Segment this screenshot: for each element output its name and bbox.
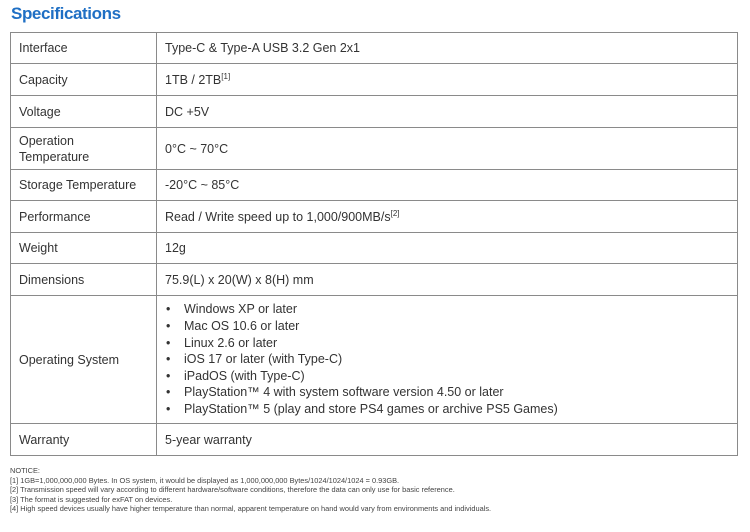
table-row: [11, 33, 738, 64]
spec-label: Operating System: [11, 296, 157, 424]
table-row: [11, 96, 738, 128]
notice-heading: NOTICE:: [10, 466, 40, 475]
footnote-ref: [1]: [221, 71, 231, 81]
spec-value: DC +5V: [157, 96, 738, 128]
list-item: • iPadOS (with Type-C): [165, 368, 729, 385]
label-line: Operation: [19, 133, 74, 148]
specifications-table: [10, 32, 738, 456]
spec-label: Dimensions: [11, 264, 157, 296]
table-row: [11, 128, 738, 170]
label-line: Temperature: [19, 149, 90, 164]
spec-value: [157, 64, 738, 96]
spec-label: Capacity: [11, 64, 157, 96]
table-row: [11, 264, 738, 296]
spec-value: Type-C & Type-A USB 3.2 Gen 2x1: [157, 33, 738, 64]
spec-value: [157, 201, 738, 233]
performance-value: Read / Write speed up to 1,000/900MB/s: [165, 209, 391, 224]
notice-line: [1] 1GB=1,000,000,000 Bytes. In OS system, it would be displayed as 1,000,000,000 Bytes/1024/1024/1024 = 0.93GB.: [10, 475, 400, 485]
table-row: [11, 296, 738, 424]
table-row: [11, 233, 738, 264]
notice-block: [10, 466, 491, 514]
table-row: [11, 170, 738, 201]
list-item: • Mac OS 10.6 or later: [165, 318, 729, 335]
list-item: • Linux 2.6 or later: [165, 335, 729, 352]
list-item: • PlayStation™ 4 with system software version 4.50 or later: [165, 384, 729, 401]
spec-label: Warranty: [11, 424, 157, 456]
list-item: • Windows XP or later: [165, 301, 729, 318]
spec-label: Voltage: [11, 96, 157, 128]
spec-label: [11, 128, 157, 170]
os-list: [165, 301, 729, 417]
spec-label: Performance: [11, 201, 157, 233]
capacity-value: 1TB / 2TB: [165, 72, 222, 87]
table-row: [11, 64, 738, 96]
list-item: • iOS 17 or later (with Type-C): [165, 351, 729, 368]
spec-value: 75.9(L) x 20(W) x 8(H) mm: [157, 264, 738, 296]
notice-line: [3] The format is suggested for exFAT on devices.: [10, 494, 173, 504]
spec-value: 0°C ~ 70°C: [157, 128, 738, 170]
spec-value: 5-year warranty: [157, 424, 738, 456]
notice-line: [4] High speed devices usually have higher temperature than normal, apparent temperature on hand would vary from environments and individuals.: [10, 504, 492, 514]
spec-value: [157, 296, 738, 424]
spec-label: Storage Temperature: [11, 170, 157, 201]
table-row: [11, 201, 738, 233]
page-title: Specifications: [11, 4, 121, 23]
spec-label: Weight: [11, 233, 157, 264]
table-row: [11, 424, 738, 456]
spec-value: 12g: [157, 233, 738, 264]
spec-value: -20°C ~ 85°C: [157, 170, 738, 201]
spec-label: Interface: [11, 33, 157, 64]
notice-line: [2] Transmission speed will vary according to different hardware/software conditions, therefore the data can only use for basic reference.: [10, 485, 455, 495]
footnote-ref: [2]: [390, 208, 400, 218]
list-item: • PlayStation™ 5 (play and store PS4 games or archive PS5 Games): [165, 401, 729, 418]
